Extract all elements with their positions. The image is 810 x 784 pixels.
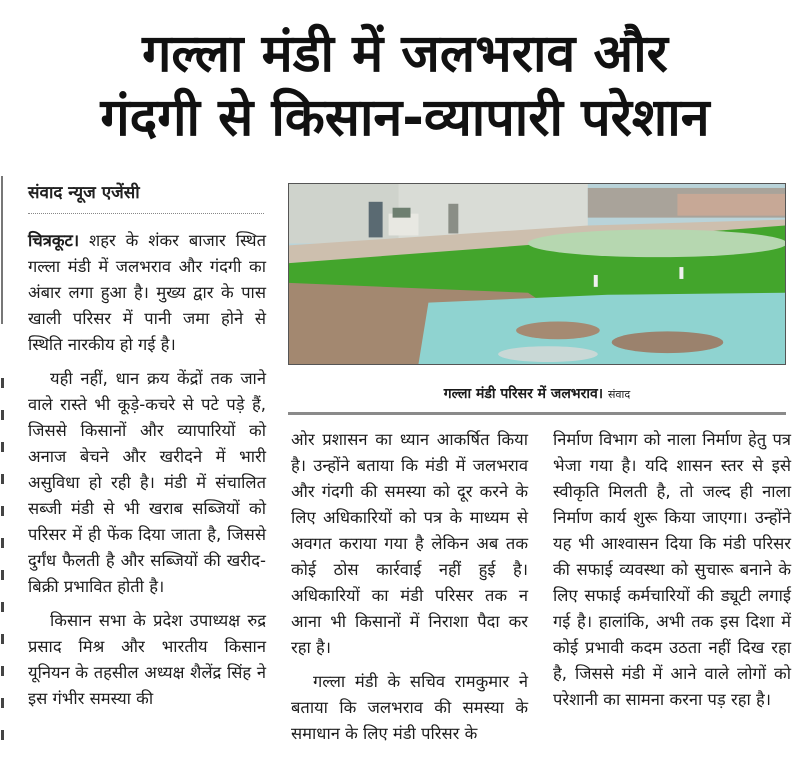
headline-line-2: गंदगी से किसान-व्यापारी परेशान [100, 88, 710, 148]
headline-line-1: गल्ला मंडी में जलभराव और [142, 24, 668, 84]
adjacent-article-border [0, 176, 3, 324]
photo-credit: संवाद [607, 388, 631, 401]
paragraph: निर्माण विभाग को नाला निर्माण हेतु पत्र भेजा गया है। यदि शासन स्तर से इसे स्वीकृति मिलती है, तो जल्द ही नाला निर्माण कार्य शुरू किया जाएगा। उन्होंने यह भी आश्वासन दिया कि मंडी परिसर की सफाई व्यवस्था को सुचारू बनाने के लिए सफाई कर्मचारियों की ड्यूटी लगाई गई है। हालांकि, अभी तक इस दिशा में कोई प्रभावी कदम उठता नहीं दिख रहा है, जिससे मंडी में आने वाले लोगों को परेशानी का सामना करना पड़ रहा है। [553, 430, 791, 709]
paragraph: गल्ला मंडी के सचिव रामकुमार ने बताया कि जलभराव की समस्या के समाधान के लिए मंडी परिसर के [291, 672, 528, 743]
article-column-3 [553, 427, 791, 713]
adjacent-article-edge [1, 378, 7, 762]
article-column-2 [291, 427, 528, 747]
paragraph-text: शहर के शंकर बाजार स्थित गल्ला मंडी में जलभराव और गंदगी का अंबार लगा हुआ है। मुख्य द्वार के पास खाली परिसर में पानी जमा होने से स्थिति नारकीय हो गई है। [28, 231, 266, 354]
lead-paragraph [28, 228, 266, 358]
news-photo [288, 183, 786, 365]
section-divider [288, 412, 786, 415]
caption-text: गल्ला मंडी परिसर में जलभराव। [443, 386, 604, 402]
article-column-1 [28, 228, 266, 712]
headline [0, 22, 810, 150]
photo-waterlogged-market-icon [289, 184, 785, 364]
paragraph: यही नहीं, धान क्रय केंद्रों तक जाने वाले रास्ते भी कूड़े-कचरे से पटे पड़े हैं, जिससे किसानों और व्यापारियों को अनाज बेचने और खरीदने में भारी असुविधा हो रही है। मंडी में संचालित सब्जी मंडी से भी खराब सब्जियों को परिसर में ही फेंक दिया जाता है, जिससे दुर्गंध फैलती है और सब्जियों की खरीद-बिक्री प्रभावित होती है। [28, 369, 266, 596]
byline: संवाद न्यूज एजेंसी [28, 180, 264, 214]
paragraph: किसान सभा के प्रदेश उपाध्यक्ष रुद्र प्रसाद मिश्र और भारतीय किसान यूनियन के तहसील अध्यक्ष शैलेंद्र सिंह ने इस गंभीर समस्या की [28, 611, 266, 708]
dateline: चित्रकूट। [28, 231, 80, 250]
paragraph: ओर प्रशासन का ध्यान आकर्षित किया है। उन्होंने बताया कि मंडी में जलभराव और गंदगी की समस्या को दूर करने के लिए अधिकारियों को पत्र के माध्यम से अवगत कराया गया है लेकिन अब तक कोई ठोस कार्रवाई नहीं हुई है। अधिकारियों का मंडी परिसर तक न आना भी किसानों में निराशा पैदा कर रहा है। [291, 430, 528, 657]
photo-caption [288, 384, 786, 403]
